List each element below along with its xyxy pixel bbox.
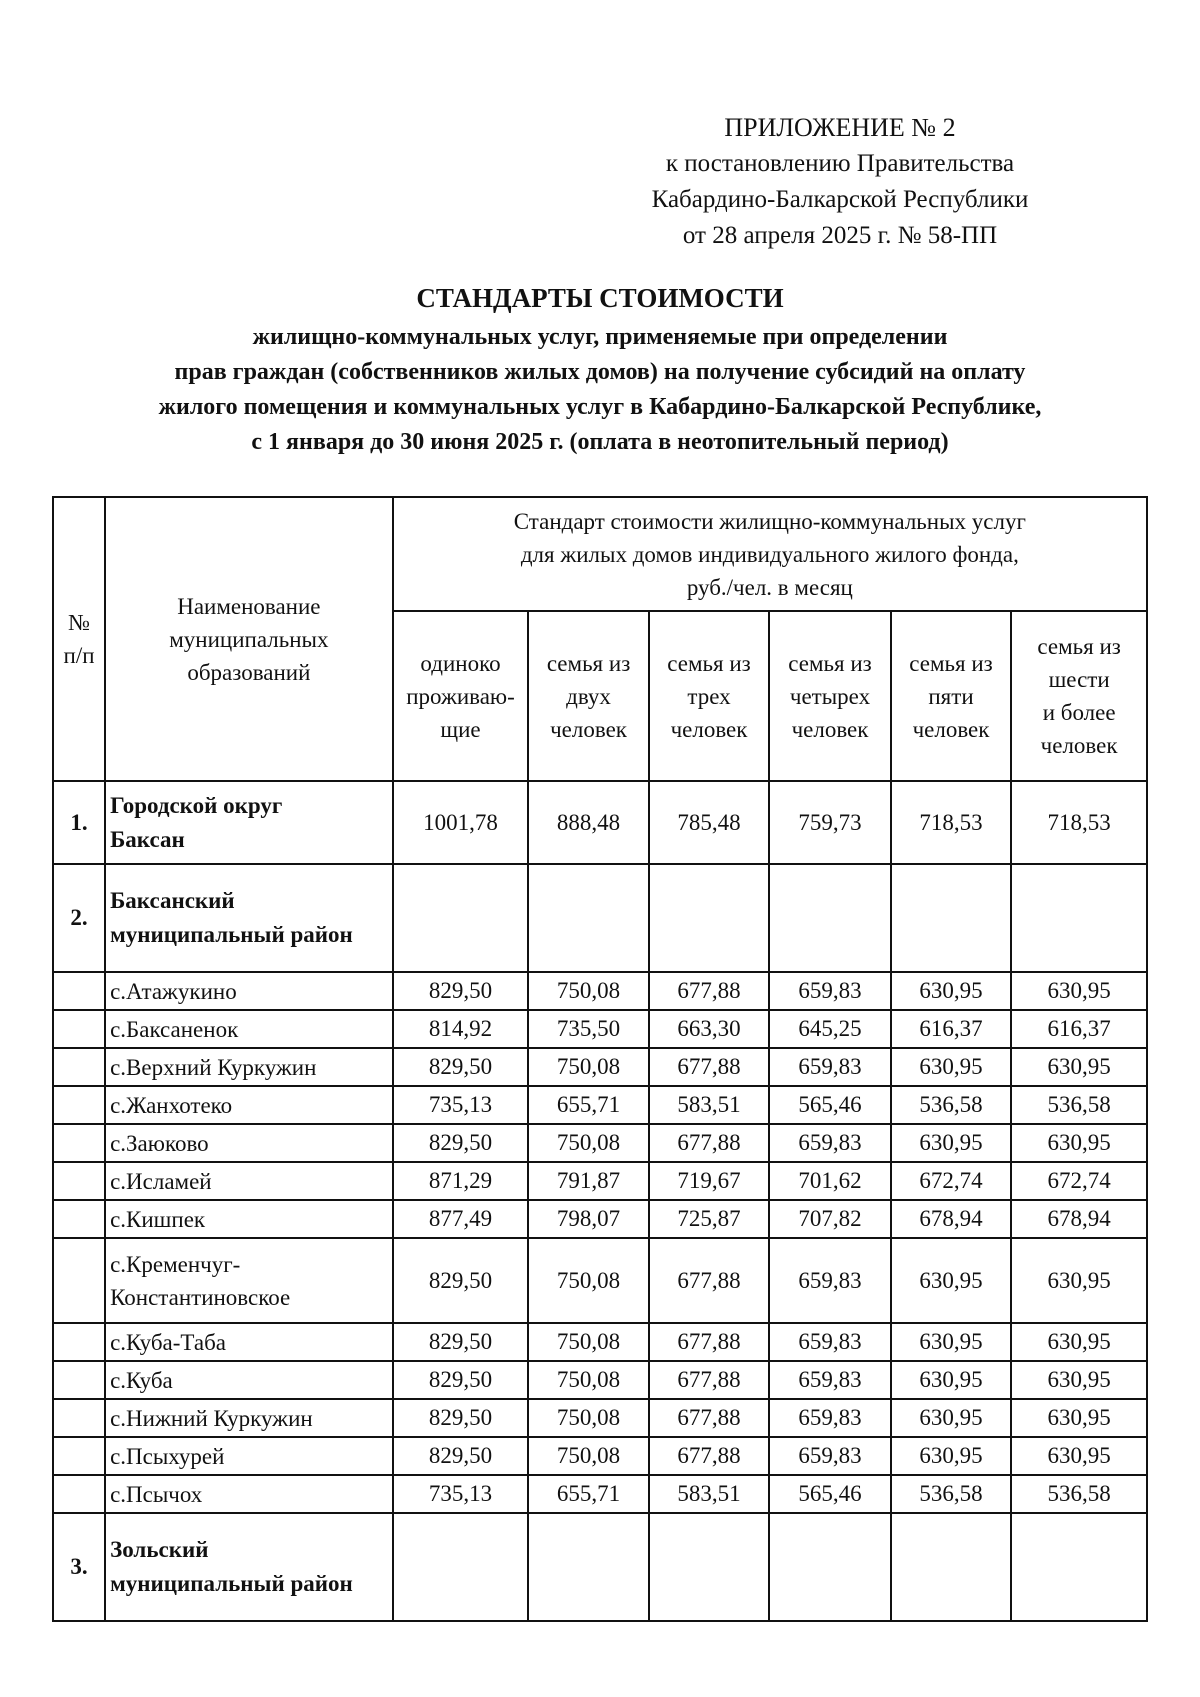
header-municipality-line-1: Наименование bbox=[177, 593, 321, 619]
cost-value: 672,74 bbox=[891, 1162, 1011, 1200]
municipality-name-line: муниципальный район bbox=[110, 1571, 353, 1596]
header-column-3 bbox=[649, 611, 769, 781]
cost-value: 750,08 bbox=[528, 1323, 648, 1361]
municipality-name bbox=[105, 1200, 393, 1238]
cost-value: 630,95 bbox=[1011, 1124, 1147, 1162]
municipality-name bbox=[105, 1010, 393, 1048]
municipality-name bbox=[105, 1048, 393, 1086]
table-row bbox=[53, 1238, 1147, 1323]
cost-value: 630,95 bbox=[891, 1124, 1011, 1162]
cost-value: 659,83 bbox=[769, 972, 891, 1010]
cost-value: 829,50 bbox=[393, 1399, 529, 1437]
header-row-1 bbox=[53, 497, 1147, 611]
cost-value: 630,95 bbox=[891, 1238, 1011, 1323]
municipality-name bbox=[105, 864, 393, 972]
cost-value: 707,82 bbox=[769, 1200, 891, 1238]
table-row bbox=[53, 1323, 1147, 1361]
cost-value: 659,83 bbox=[769, 1238, 891, 1323]
cost-value: 750,08 bbox=[528, 1124, 648, 1162]
cost-value bbox=[649, 864, 769, 972]
cost-value: 630,95 bbox=[891, 972, 1011, 1010]
header-column-label: щие bbox=[440, 716, 481, 742]
municipality-name-line: с.Нижний Куркужин bbox=[110, 1405, 313, 1431]
header-column-label: шести bbox=[1048, 667, 1110, 692]
cost-value: 735,13 bbox=[393, 1475, 529, 1513]
document-title bbox=[60, 278, 1140, 460]
cost-value bbox=[528, 864, 648, 972]
cost-value: 750,08 bbox=[528, 1399, 648, 1437]
cost-value: 677,88 bbox=[649, 1437, 769, 1475]
header-column-2 bbox=[528, 611, 648, 781]
cost-value bbox=[393, 1513, 529, 1621]
cost-value: 829,50 bbox=[393, 1124, 529, 1162]
table-row bbox=[53, 1086, 1147, 1124]
row-number: 1. bbox=[53, 781, 105, 864]
cost-value: 871,29 bbox=[393, 1162, 529, 1200]
header-column-6 bbox=[1011, 611, 1147, 781]
row-number bbox=[53, 1162, 105, 1200]
cost-value: 735,13 bbox=[393, 1086, 529, 1124]
row-number bbox=[53, 1048, 105, 1086]
table-row bbox=[53, 1010, 1147, 1048]
cost-value: 719,67 bbox=[649, 1162, 769, 1200]
municipality-name-line: с.Псычох bbox=[110, 1481, 203, 1507]
cost-value bbox=[891, 864, 1011, 972]
cost-value: 718,53 bbox=[1011, 781, 1147, 864]
cost-value: 630,95 bbox=[891, 1437, 1011, 1475]
header-column-label: четырех bbox=[789, 683, 871, 709]
cost-value: 677,88 bbox=[649, 1323, 769, 1361]
appendix-header bbox=[560, 110, 1120, 254]
cost-value: 536,58 bbox=[1011, 1086, 1147, 1124]
header-municipality-line-2: муниципальных bbox=[169, 626, 329, 652]
row-number bbox=[53, 1361, 105, 1399]
cost-value: 630,95 bbox=[1011, 1437, 1147, 1475]
municipality-name-line: с.Баксаненок bbox=[110, 1016, 239, 1042]
municipality-name-line: муниципальный район bbox=[110, 922, 353, 947]
municipality-name-line: с.Заюково bbox=[110, 1130, 209, 1156]
cost-value: 677,88 bbox=[649, 1399, 769, 1437]
cost-value: 536,58 bbox=[1011, 1475, 1147, 1513]
cost-value: 785,48 bbox=[649, 781, 769, 864]
cost-value bbox=[649, 1513, 769, 1621]
cost-value: 616,37 bbox=[891, 1010, 1011, 1048]
cost-value: 565,46 bbox=[769, 1475, 891, 1513]
header-column-label: человек bbox=[1040, 733, 1118, 758]
header-number-line-2: п/п bbox=[63, 643, 95, 668]
cost-value: 659,83 bbox=[769, 1323, 891, 1361]
cost-value: 655,71 bbox=[528, 1086, 648, 1124]
table-row bbox=[53, 1513, 1147, 1621]
table-row bbox=[53, 972, 1147, 1010]
appendix-date-line: от 28 апреля 2025 г. № 58-ПП bbox=[682, 222, 998, 249]
row-number: 2. bbox=[53, 864, 105, 972]
cost-value: 659,83 bbox=[769, 1361, 891, 1399]
cost-value: 630,95 bbox=[1011, 1323, 1147, 1361]
cost-value bbox=[1011, 1513, 1147, 1621]
cost-value: 678,94 bbox=[1011, 1200, 1147, 1238]
row-number bbox=[53, 1086, 105, 1124]
cost-value: 750,08 bbox=[528, 1048, 648, 1086]
table-row bbox=[53, 1200, 1147, 1238]
cost-value: 630,95 bbox=[891, 1323, 1011, 1361]
table-row bbox=[53, 1437, 1147, 1475]
header-municipality bbox=[105, 497, 393, 781]
row-number bbox=[53, 1475, 105, 1513]
cost-value: 659,83 bbox=[769, 1124, 891, 1162]
row-number bbox=[53, 1200, 105, 1238]
cost-value: 630,95 bbox=[891, 1399, 1011, 1437]
cost-value: 655,71 bbox=[528, 1475, 648, 1513]
municipality-name-line: с.Кременчуг- bbox=[110, 1251, 241, 1277]
cost-value: 829,50 bbox=[393, 972, 529, 1010]
cost-value: 829,50 bbox=[393, 1238, 529, 1323]
table-body bbox=[53, 781, 1147, 1621]
cost-value: 630,95 bbox=[1011, 1048, 1147, 1086]
cost-value: 750,08 bbox=[528, 972, 648, 1010]
cost-value: 663,30 bbox=[649, 1010, 769, 1048]
cost-value: 536,58 bbox=[891, 1475, 1011, 1513]
cost-value: 678,94 bbox=[891, 1200, 1011, 1238]
municipality-name-line: Зольский bbox=[110, 1537, 209, 1562]
header-number-line-1: № bbox=[68, 610, 91, 635]
row-number bbox=[53, 1323, 105, 1361]
municipality-name-line: с.Куба-Таба bbox=[110, 1329, 227, 1355]
cost-value: 677,88 bbox=[649, 1361, 769, 1399]
header-column-label: человек bbox=[791, 716, 869, 742]
row-number bbox=[53, 1010, 105, 1048]
cost-value: 735,50 bbox=[528, 1010, 648, 1048]
cost-value: 630,95 bbox=[1011, 1238, 1147, 1323]
header-column-label: семья из bbox=[546, 650, 631, 676]
cost-standards-table bbox=[52, 496, 1148, 1622]
cost-value: 565,46 bbox=[769, 1086, 891, 1124]
municipality-name bbox=[105, 1437, 393, 1475]
cost-value: 718,53 bbox=[891, 781, 1011, 864]
table-row bbox=[53, 864, 1147, 972]
table-row bbox=[53, 1048, 1147, 1086]
header-column-label: и более bbox=[1042, 700, 1116, 725]
appendix-decree-line: к постановлению Правительства bbox=[665, 150, 1015, 177]
cost-value: 630,95 bbox=[1011, 1399, 1147, 1437]
cost-value: 888,48 bbox=[528, 781, 648, 864]
cost-value bbox=[769, 864, 891, 972]
cost-value: 630,95 bbox=[891, 1048, 1011, 1086]
table-row bbox=[53, 781, 1147, 864]
cost-value: 759,73 bbox=[769, 781, 891, 864]
cost-value: 616,37 bbox=[1011, 1010, 1147, 1048]
header-standard-group bbox=[393, 497, 1147, 611]
cost-value: 672,74 bbox=[1011, 1162, 1147, 1200]
municipality-name bbox=[105, 1238, 393, 1323]
row-number: 3. bbox=[53, 1513, 105, 1621]
cost-value: 814,92 bbox=[393, 1010, 529, 1048]
header-column-4 bbox=[769, 611, 891, 781]
municipality-name-line: с.Атажукино bbox=[110, 978, 237, 1004]
header-column-label: человек bbox=[912, 716, 990, 742]
cost-value: 645,25 bbox=[769, 1010, 891, 1048]
cost-value: 659,83 bbox=[769, 1399, 891, 1437]
municipality-name-line: Городской округ bbox=[110, 792, 283, 818]
cost-value: 659,83 bbox=[769, 1437, 891, 1475]
municipality-name bbox=[105, 1124, 393, 1162]
municipality-name-line: с.Жанхотеко bbox=[110, 1092, 233, 1118]
cost-value: 1001,78 bbox=[393, 781, 529, 864]
cost-value: 829,50 bbox=[393, 1437, 529, 1475]
header-number bbox=[53, 497, 105, 781]
cost-value: 677,88 bbox=[649, 972, 769, 1010]
row-number bbox=[53, 1437, 105, 1475]
header-column-label: двух bbox=[566, 683, 611, 709]
header-column-label: пяти bbox=[928, 683, 974, 709]
municipality-name-line: с.Верхний Куркужин bbox=[110, 1054, 317, 1080]
cost-value: 677,88 bbox=[649, 1124, 769, 1162]
municipality-name bbox=[105, 1323, 393, 1361]
header-column-5 bbox=[891, 611, 1011, 781]
cost-value: 829,50 bbox=[393, 1048, 529, 1086]
cost-value: 659,83 bbox=[769, 1048, 891, 1086]
table-row bbox=[53, 1124, 1147, 1162]
municipality-name bbox=[105, 1086, 393, 1124]
municipality-name bbox=[105, 1475, 393, 1513]
cost-value: 583,51 bbox=[649, 1475, 769, 1513]
cost-value: 677,88 bbox=[649, 1238, 769, 1323]
cost-value: 750,08 bbox=[528, 1437, 648, 1475]
cost-value: 725,87 bbox=[649, 1200, 769, 1238]
municipality-name bbox=[105, 1513, 393, 1621]
municipality-name-line: с.Кишпек bbox=[110, 1206, 206, 1232]
title-main: СТАНДАРТЫ СТОИМОСТИ bbox=[416, 283, 784, 313]
header-column-label: семья из bbox=[788, 650, 872, 676]
municipality-name bbox=[105, 972, 393, 1010]
table-row bbox=[53, 1475, 1147, 1513]
header-column-label: семья из bbox=[909, 650, 993, 676]
title-line-1: жилищно-коммунальных услуг, применяемые при определении bbox=[252, 324, 948, 350]
header-column-label: трех bbox=[687, 683, 731, 709]
header-group-line-2: для жилых домов индивидуального жилого фонда, bbox=[520, 541, 1019, 567]
municipality-name-line: Баксанский bbox=[110, 888, 235, 913]
municipality-name bbox=[105, 1399, 393, 1437]
header-group-line-3: руб./чел. в месяц bbox=[686, 574, 853, 600]
header-column-label: человек bbox=[550, 716, 627, 742]
cost-value: 536,58 bbox=[891, 1086, 1011, 1124]
header-column-label: одиноко bbox=[420, 650, 501, 676]
municipality-name bbox=[105, 1162, 393, 1200]
cost-value: 750,08 bbox=[528, 1361, 648, 1399]
table-row bbox=[53, 1162, 1147, 1200]
row-number bbox=[53, 972, 105, 1010]
header-column-label: человек bbox=[670, 716, 748, 742]
table-row bbox=[53, 1361, 1147, 1399]
appendix-republic-line: Кабардино-Балкарской Республики bbox=[651, 186, 1029, 213]
header-column-label: семья из bbox=[1037, 634, 1121, 659]
cost-value bbox=[891, 1513, 1011, 1621]
municipality-name-line: с.Исламей bbox=[110, 1168, 212, 1194]
cost-value: 829,50 bbox=[393, 1361, 529, 1399]
cost-value: 630,95 bbox=[1011, 1361, 1147, 1399]
row-number bbox=[53, 1124, 105, 1162]
municipality-name-line: с.Куба bbox=[110, 1367, 173, 1393]
cost-value: 630,95 bbox=[1011, 972, 1147, 1010]
header-column-label: семья из bbox=[667, 650, 751, 676]
cost-value bbox=[1011, 864, 1147, 972]
cost-value: 798,07 bbox=[528, 1200, 648, 1238]
table-row bbox=[53, 1399, 1147, 1437]
title-line-2: прав граждан (собственников жилых домов) на получение субсидий на оплату bbox=[174, 359, 1026, 385]
cost-value: 750,08 bbox=[528, 1238, 648, 1323]
row-number bbox=[53, 1399, 105, 1437]
municipality-name bbox=[105, 1361, 393, 1399]
cost-value: 877,49 bbox=[393, 1200, 529, 1238]
municipality-name-line: Константиновское bbox=[110, 1284, 291, 1310]
cost-value bbox=[393, 864, 529, 972]
title-line-4: с 1 января до 30 июня 2025 г. (оплата в неотопительный период) bbox=[251, 429, 949, 455]
cost-value: 630,95 bbox=[891, 1361, 1011, 1399]
cost-value: 829,50 bbox=[393, 1323, 529, 1361]
cost-value: 701,62 bbox=[769, 1162, 891, 1200]
header-group-line-1: Стандарт стоимости жилищно-коммунальных услуг bbox=[513, 508, 1026, 534]
municipality-name bbox=[105, 781, 393, 864]
header-municipality-line-3: образований bbox=[187, 659, 311, 685]
appendix-number: ПРИЛОЖЕНИЕ № 2 bbox=[724, 113, 956, 142]
cost-value bbox=[528, 1513, 648, 1621]
cost-value: 677,88 bbox=[649, 1048, 769, 1086]
header-column-label: проживаю- bbox=[406, 683, 515, 709]
header-column-1 bbox=[393, 611, 529, 781]
cost-value bbox=[769, 1513, 891, 1621]
title-line-3: жилого помещения и коммунальных услуг в Кабардино-Балкарской Республике, bbox=[158, 394, 1042, 420]
municipality-name-line: Баксан bbox=[110, 826, 185, 852]
row-number bbox=[53, 1238, 105, 1323]
cost-value: 791,87 bbox=[528, 1162, 648, 1200]
municipality-name-line: с.Псыхурей bbox=[110, 1443, 225, 1469]
cost-value: 583,51 bbox=[649, 1086, 769, 1124]
